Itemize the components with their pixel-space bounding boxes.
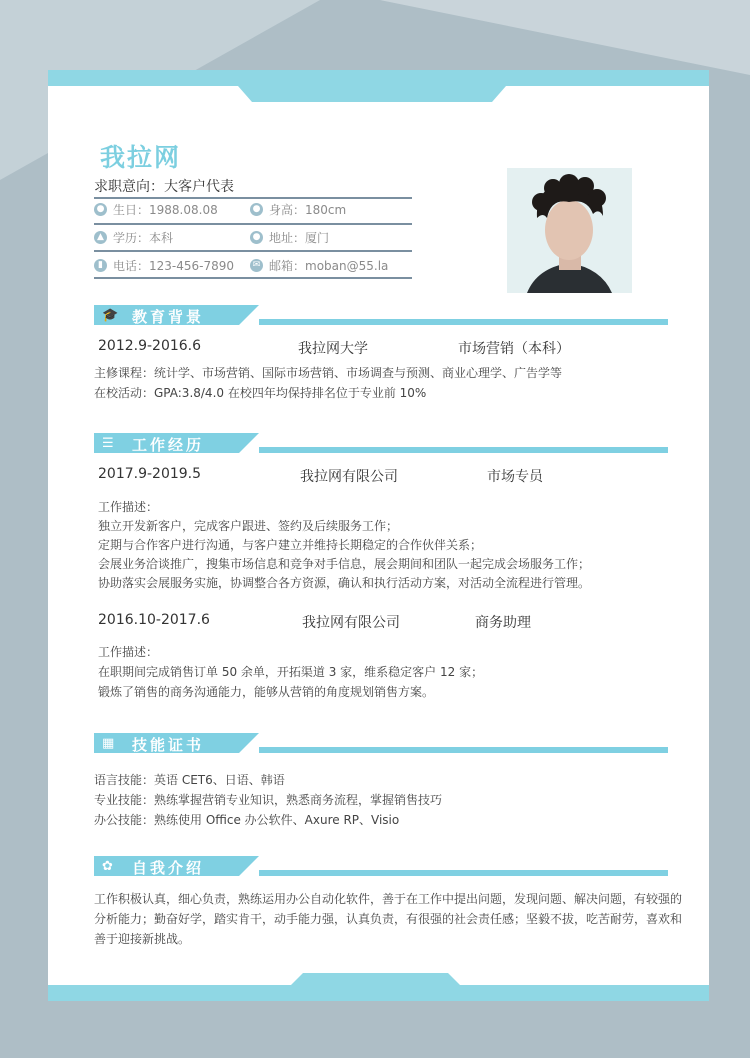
education-text: 学历：本科 — [113, 231, 174, 245]
top-band-notch — [238, 86, 506, 102]
background-shape — [380, 0, 750, 75]
graduation-cap-icon: 🎓 — [102, 308, 119, 323]
height-text: 身高：180cm — [269, 203, 347, 217]
about-line: 善于迎接新挑战。 — [94, 932, 191, 946]
section-title: 自我介绍 — [132, 859, 205, 877]
bottom-band — [48, 985, 709, 1001]
graduation-cap-icon: ▲ — [94, 231, 107, 244]
person-icon: ● — [250, 203, 263, 216]
address-text: 地址：厦门 — [269, 231, 330, 245]
job-desc-label: 工作描述： — [98, 500, 159, 514]
list-icon: ☰ — [102, 436, 114, 451]
section-title: 技能证书 — [132, 736, 205, 754]
profile-photo — [507, 168, 632, 293]
job-intent: 求职意向：大客户代表 — [94, 179, 234, 195]
job-desc-line: 在职期间完成销售订单 50 余单，开拓渠道 3 家，维系稳定客户 12 家； — [98, 665, 484, 679]
info-email — [250, 257, 388, 274]
section-header-skills — [94, 733, 668, 753]
info-address — [250, 229, 329, 246]
job-position: 市场专员 — [487, 469, 543, 485]
skill-line: 语言技能：英语 CET6、日语、韩语 — [94, 773, 285, 787]
education-period: 2012.9-2016.6 — [98, 338, 202, 354]
section-header-work — [94, 433, 668, 453]
candidate-name: 我拉网 — [100, 143, 182, 172]
job-desc-line: 会展业务洽谈推广，搜集市场信息和竞争对手信息，展会期间和团队一起完成会场服务工作； — [98, 557, 591, 571]
education-activities: 在校活动：GPA:3.8/4.0 在校四年均保持排名位于专业前 10% — [94, 386, 427, 400]
mail-icon: ✉ — [250, 259, 263, 272]
section-header-education — [94, 305, 668, 325]
about-line: 工作积极认真，细心负责，熟练运用办公自动化软件，善于在工作中提出问题，发现问题、解决问题，有较强的 — [94, 892, 683, 906]
job-position: 商务助理 — [475, 615, 531, 631]
skill-line: 办公技能：熟练使用 Office 办公软件、Axure RP、Visio — [94, 813, 400, 827]
education-courses: 主修课程：统计学、市场营销、国际市场营销、市场调查与预测、商业心理学、广告学等 — [94, 366, 563, 380]
phone-icon: ▮ — [94, 259, 107, 272]
resume-page — [48, 70, 709, 1001]
divider — [94, 197, 412, 199]
phone-text: 电话：123-456-7890 — [113, 259, 235, 273]
job-desc-line: 独立开发新客户，完成客户跟进、签约及后续服务工作； — [98, 519, 399, 533]
job-desc-line: 定期与合作客户进行沟通，与客户建立并维持长期稳定的合作伙伴关系； — [98, 538, 483, 552]
section-title: 教育背景 — [132, 308, 205, 326]
divider — [94, 223, 412, 225]
job-desc-line: 锻炼了销售的商务沟通能力，能够从营销的角度规划销售方案。 — [98, 685, 435, 699]
info-phone — [94, 257, 234, 274]
job-company: 我拉网有限公司 — [300, 469, 398, 485]
skill-line: 专业技能：熟练掌握营销专业知识，熟悉商务流程，掌握销售技巧 — [94, 793, 443, 807]
section-header-about — [94, 856, 668, 876]
education-school: 我拉网大学 — [298, 341, 368, 357]
info-height — [250, 201, 346, 218]
divider — [94, 277, 412, 279]
flower-icon: ✿ — [102, 859, 113, 874]
location-icon: ● — [250, 231, 263, 244]
divider — [94, 250, 412, 252]
about-line: 分析能力；勤奋好学，踏实肯干，动手能力强，认真负责，有很强的社会责任感；坚毅不拔，吃苦耐劳，喜欢和 — [94, 912, 683, 926]
education-major: 市场营销（本科） — [458, 341, 570, 357]
birth-text: 生日：1988.08.08 — [113, 203, 218, 217]
email-text: 邮箱：moban@55.la — [269, 259, 389, 273]
grid-icon: ▦ — [102, 736, 115, 751]
info-birth — [94, 201, 218, 218]
top-band — [48, 70, 709, 86]
bottom-band-notch — [291, 973, 460, 985]
job-period: 2017.9-2019.5 — [98, 466, 202, 482]
birthday-icon: ● — [94, 203, 107, 216]
job-desc-line: 协助落实会展服务实施，协调整合各方资源，确认和执行活动方案，对活动全流程进行管理。 — [98, 576, 591, 590]
job-desc-label: 工作描述： — [98, 645, 159, 659]
job-period: 2016.10-2017.6 — [98, 612, 210, 628]
section-title: 工作经历 — [132, 436, 205, 454]
job-company: 我拉网有限公司 — [302, 615, 400, 631]
info-education — [94, 229, 173, 246]
